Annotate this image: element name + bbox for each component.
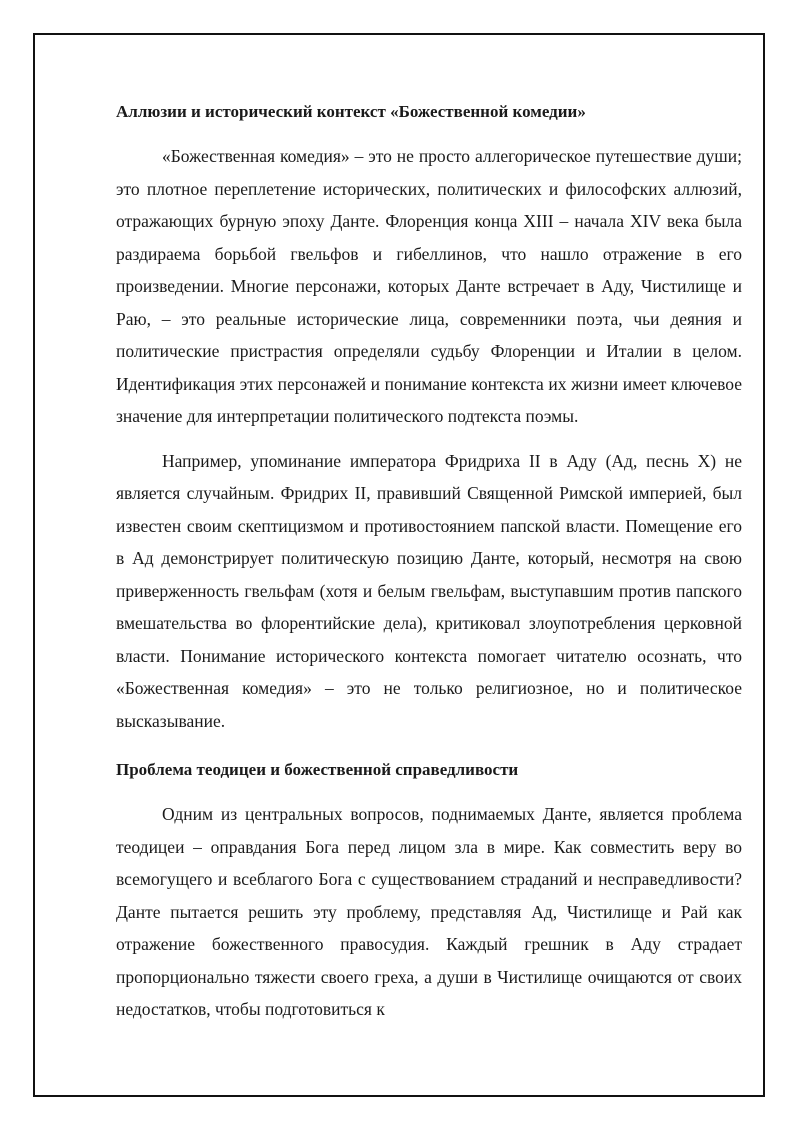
paragraph: Одним из центральных вопросов, поднимаемых Данте, является проблема теодицеи – оправдания Бога перед лицом зла в мире. Как совместить веру во всемогущего и всеблагого Бога с существованием страданий и несправедливости? Данте пытается решить эту проблему, представляя Ад, Чистилище и Рай как отражение божественного правосудия. Каждый грешник в Аду страдает пропорционально тяжести своего греха, а души в Чистилище очищаются от своих недостатков, чтобы подготовиться к: [116, 804, 742, 1019]
section-heading-allusions: Аллюзии и исторический контекст «Божественной комедии»: [116, 102, 586, 121]
paragraph: «Божественная комедия» – это не просто аллегорическое путешествие души; это плотное переплетение исторических, политических и философских аллюзий, отражающих бурную эпоху Данте. Флоренция конца XIII – начала XIV века была раздираема борьбой гвельфов и гибеллинов, что нашло отражение в его произведении. Многие персонажи, которых Данте встречает в Аду, Чистилище и Раю, – это реальные исторические лица, современники поэта, чьи деяния и политические пристрастия определяли судьбу Флоренции и Италии в целом. Идентификация этих персонажей и понимание контекста их жизни имеет ключевое значение для интерпретации политического подтекста поэмы.: [116, 146, 742, 426]
paragraph: Например, упоминание императора Фридриха II в Аду (Ад, песнь X) не является случайным. Фридрих II, правивший Священной Римской империей, был известен своим скептицизмом и противостоянием папской власти. Помещение его в Ад демонстрирует политическую позицию Данте, который, несмотря на свою приверженность гвельфам (хотя и белым гвельфам, выступавшим против папского вмешательства во флорентийские дела), критиковал злоупотребления церковной власти. Понимание исторического контекста помогает читателю осознать, что «Божественная комедия» – это не только религиозное, но и политическое высказывание.: [116, 450, 742, 731]
document-body: [116, 96, 742, 1066]
section-heading-theodicy: Проблема теодицеи и божественной справедливости: [116, 760, 519, 779]
